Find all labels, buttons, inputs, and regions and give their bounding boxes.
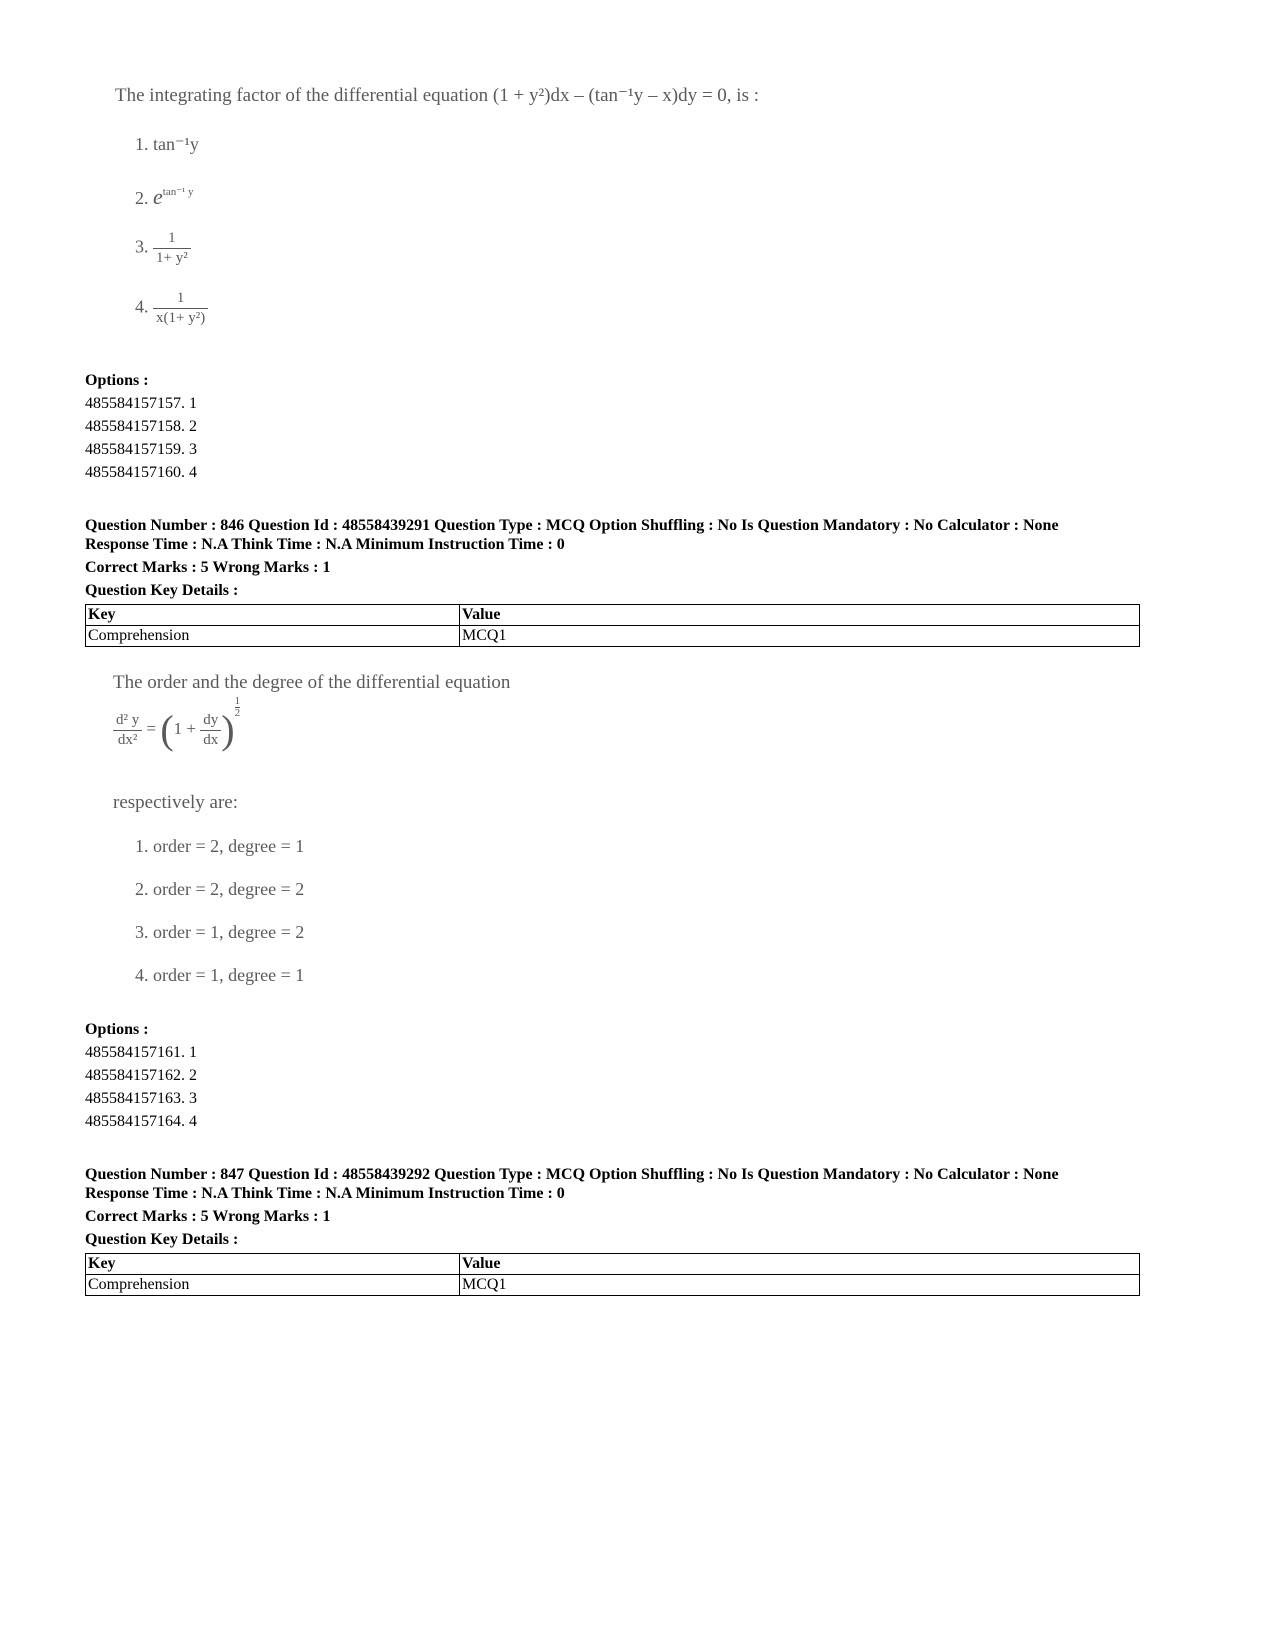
table-header-key: Key [86, 605, 460, 626]
question-846-key-details-label: Question Key Details : [85, 582, 239, 599]
option-4 [135, 289, 208, 328]
option-4-number: 4. [135, 296, 149, 317]
option-1: 1. tan⁻¹y [135, 134, 199, 154]
table-header-key: Key [86, 1254, 460, 1275]
option-2: 2. order = 2, degree = 2 [135, 879, 305, 899]
table-cell-key: Comprehension [86, 1275, 460, 1296]
table-header-row [86, 1254, 1140, 1275]
table-header-row [86, 605, 1140, 626]
question-846-header-line1: Question Number : 846 Question Id : 48558439291 Question Type : MCQ Option Shuffling : No Is Question Mandatory : No Calculator : None [85, 517, 1059, 534]
question-847-key-table [85, 1253, 1140, 1296]
options-label: Options : [85, 1021, 149, 1038]
table-header-value: Value [460, 605, 1140, 626]
option-4-denominator: x(1+ y²) [156, 310, 206, 326]
equation-equals: = [146, 718, 157, 738]
option-1: 1. order = 2, degree = 1 [135, 836, 305, 856]
option-id-2: 485584157162. 2 [85, 1067, 197, 1084]
right-paren: ) [221, 707, 235, 752]
option-2-exponent: tan⁻¹ y [162, 186, 194, 198]
question-845-image [115, 84, 815, 354]
option-2 [135, 184, 194, 210]
exponent-numerator: 1 [234, 695, 241, 707]
option-4: 4. order = 1, degree = 1 [135, 965, 305, 985]
question-846-marks: Correct Marks : 5 Wrong Marks : 1 [85, 559, 331, 576]
equation-lhs-numerator: d² y [113, 711, 142, 731]
option-3-number: 3. [135, 236, 149, 257]
equation-lhs [113, 711, 142, 750]
question-stem: The order and the degree of the differential equation [113, 672, 511, 693]
option-id-4: 485584157160. 4 [85, 464, 197, 481]
option-3-numerator: 1 [153, 229, 191, 249]
option-2-number: 2. [135, 188, 149, 208]
option-id-4: 485584157164. 4 [85, 1113, 197, 1130]
question-847-header-line1: Question Number : 847 Question Id : 48558439292 Question Type : MCQ Option Shuffling : No Is Question Mandatory : No Calculator : None [85, 1166, 1059, 1183]
option-id-1: 485584157157. 1 [85, 395, 197, 412]
option-3: 3. order = 1, degree = 2 [135, 922, 305, 942]
option-4-fraction [153, 289, 208, 328]
option-id-3: 485584157159. 3 [85, 441, 197, 458]
equation [113, 695, 241, 752]
option-3-fraction [153, 229, 191, 268]
equation-one-plus: 1 + [173, 718, 197, 738]
table-cell-key: Comprehension [86, 626, 460, 647]
option-3-denominator: 1+ y² [156, 250, 188, 266]
question-847-key-details-label: Question Key Details : [85, 1231, 239, 1248]
equation-rhs [200, 711, 221, 750]
table-header-value: Value [460, 1254, 1140, 1275]
option-id-3: 485584157163. 3 [85, 1090, 197, 1107]
option-3 [135, 229, 191, 268]
equation-rhs-numerator: dy [200, 711, 221, 731]
option-id-2: 485584157158. 2 [85, 418, 197, 435]
option-4-numerator: 1 [153, 289, 208, 309]
equation-rhs-denominator: dx [203, 731, 219, 748]
left-paren: ( [160, 707, 174, 752]
table-cell-value: MCQ1 [460, 1275, 1140, 1296]
question-847-header-line2: Response Time : N.A Think Time : N.A Minimum Instruction Time : 0 [85, 1185, 565, 1202]
question-846-image [113, 672, 613, 992]
options-label: Options : [85, 372, 149, 389]
equation-lhs-denominator: dx² [117, 731, 138, 748]
table-row [86, 626, 1140, 647]
question-stem: The integrating factor of the differential equation (1 + y²)dx – (tan⁻¹y – x)dy = 0, is : [115, 85, 759, 106]
option-id-1: 485584157161. 1 [85, 1044, 197, 1061]
question-stem-2: respectively are: [113, 792, 239, 813]
option-2-base: e [153, 184, 163, 209]
table-row [86, 1275, 1140, 1296]
table-cell-value: MCQ1 [460, 626, 1140, 647]
question-847-marks: Correct Marks : 5 Wrong Marks : 1 [85, 1208, 331, 1225]
question-846-key-table [85, 604, 1140, 647]
equation-exponent [235, 696, 241, 719]
exponent-denominator: 2 [234, 707, 241, 719]
question-846-header-line2: Response Time : N.A Think Time : N.A Minimum Instruction Time : 0 [85, 536, 565, 553]
